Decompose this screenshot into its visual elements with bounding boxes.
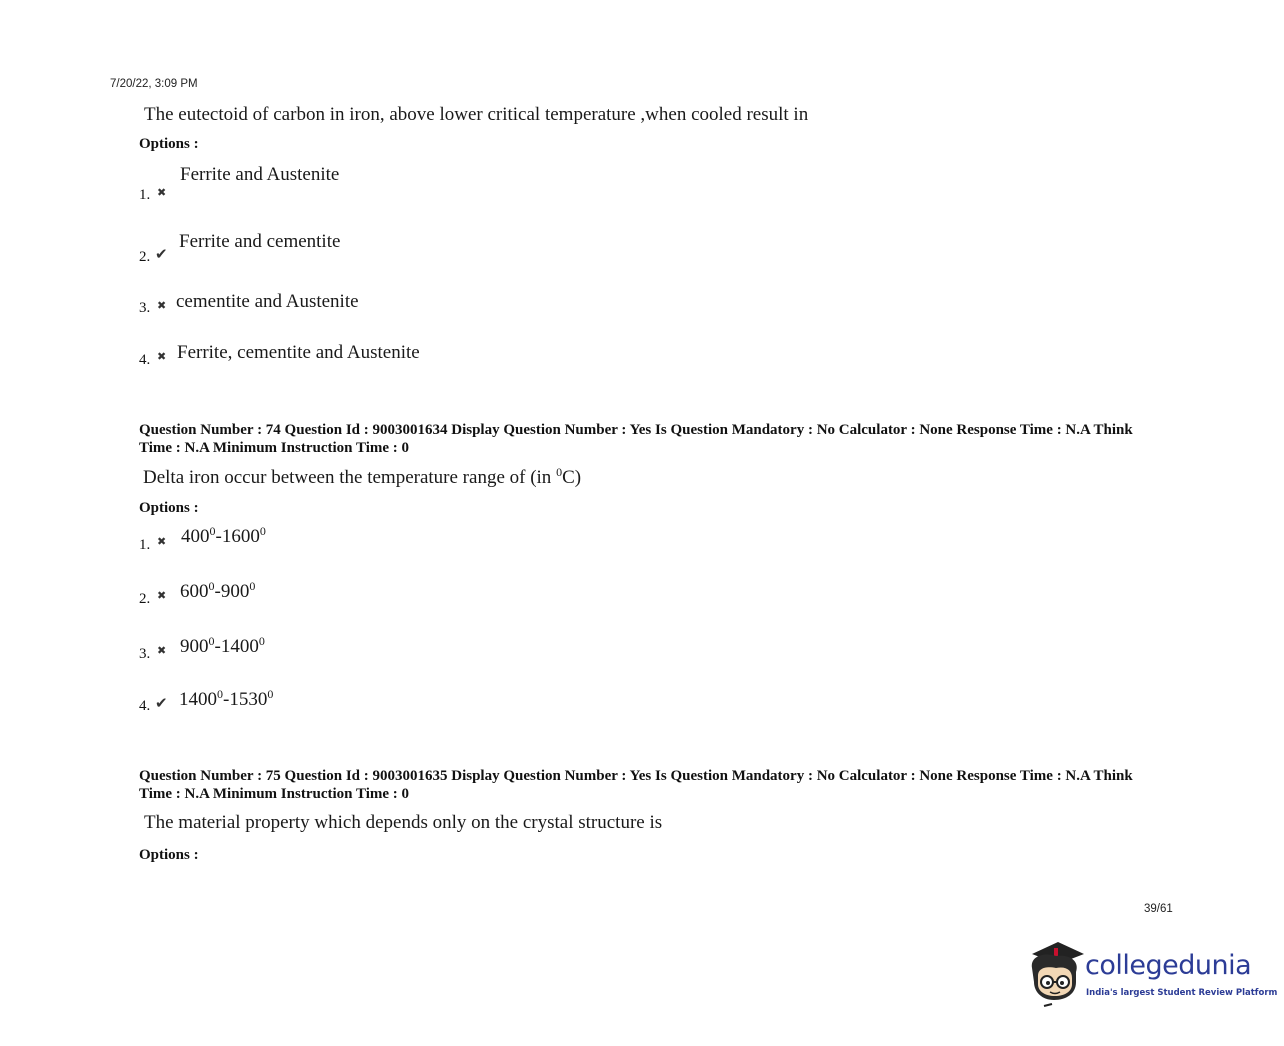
option-text: Ferrite and cementite [179, 231, 341, 252]
option-number: 1. [139, 187, 151, 203]
option-number: 4. [139, 352, 151, 368]
question-73-text: The eutectoid of carbon in iron, above lower critical temperature ,when cooled result in [144, 104, 809, 125]
option-text: Ferrite, cementite and Austenite [177, 342, 420, 363]
option-number: 2. [139, 249, 151, 265]
question-74-options-label: Options : [139, 500, 199, 516]
question-73-options-label: Options : [139, 136, 199, 152]
page-number: 39/61 [1144, 903, 1173, 915]
cross-icon: ✖ [157, 186, 167, 199]
cross-icon: ✖ [157, 299, 167, 312]
option-number: 1. [139, 537, 151, 553]
cross-icon: ✖ [157, 535, 167, 548]
collegedunia-tagline: India's largest Student Review Platform [1086, 988, 1278, 998]
check-icon: ✔ [155, 245, 168, 263]
cross-icon: ✖ [157, 589, 167, 602]
option-text: $400^0-1600^0$ [181, 524, 266, 547]
option-number: 2. [139, 591, 151, 607]
print-timestamp: 7/20/22, 3:09 PM [110, 78, 198, 90]
question-75-metadata: Question Number : 75 Question Id : 9003001635 Display Question Number : Yes Is Question Mandatory : No Calculator : None Response Time : N.A Think Time : N.A Minimum Instruction Time : 0 [139, 768, 1133, 802]
option-text: $600^0-900^0$ [180, 579, 256, 602]
collegedunia-mascot-icon [1024, 938, 1088, 1010]
option-text: $900^0-1400^0$ [180, 634, 265, 657]
option-number: 3. [139, 300, 151, 316]
cross-icon: ✖ [157, 350, 167, 363]
question-75-text: The material property which depends only on the crystal structure is [144, 812, 663, 833]
option-text: cementite and Austenite [176, 291, 359, 312]
cross-icon: ✖ [157, 644, 167, 657]
collegedunia-wordmark: collegedunia [1085, 950, 1252, 981]
option-text: 1400$^0$-1530$^0$ [179, 687, 274, 710]
question-74-metadata: Question Number : 74 Question Id : 9003001634 Display Question Number : Yes Is Question Mandatory : No Calculator : None Response Time : N.A Think Time : N.A Minimum Instruction Time : 0 [139, 422, 1133, 456]
option-number: 4. [139, 698, 151, 714]
option-text: Ferrite and Austenite [180, 164, 340, 185]
option-number: 3. [139, 646, 151, 662]
question-75-options-label: Options : [139, 847, 199, 863]
question-74-text: Delta iron occur between the temperature range of (in $^0$C) [143, 465, 582, 488]
check-icon: ✔ [155, 694, 168, 712]
